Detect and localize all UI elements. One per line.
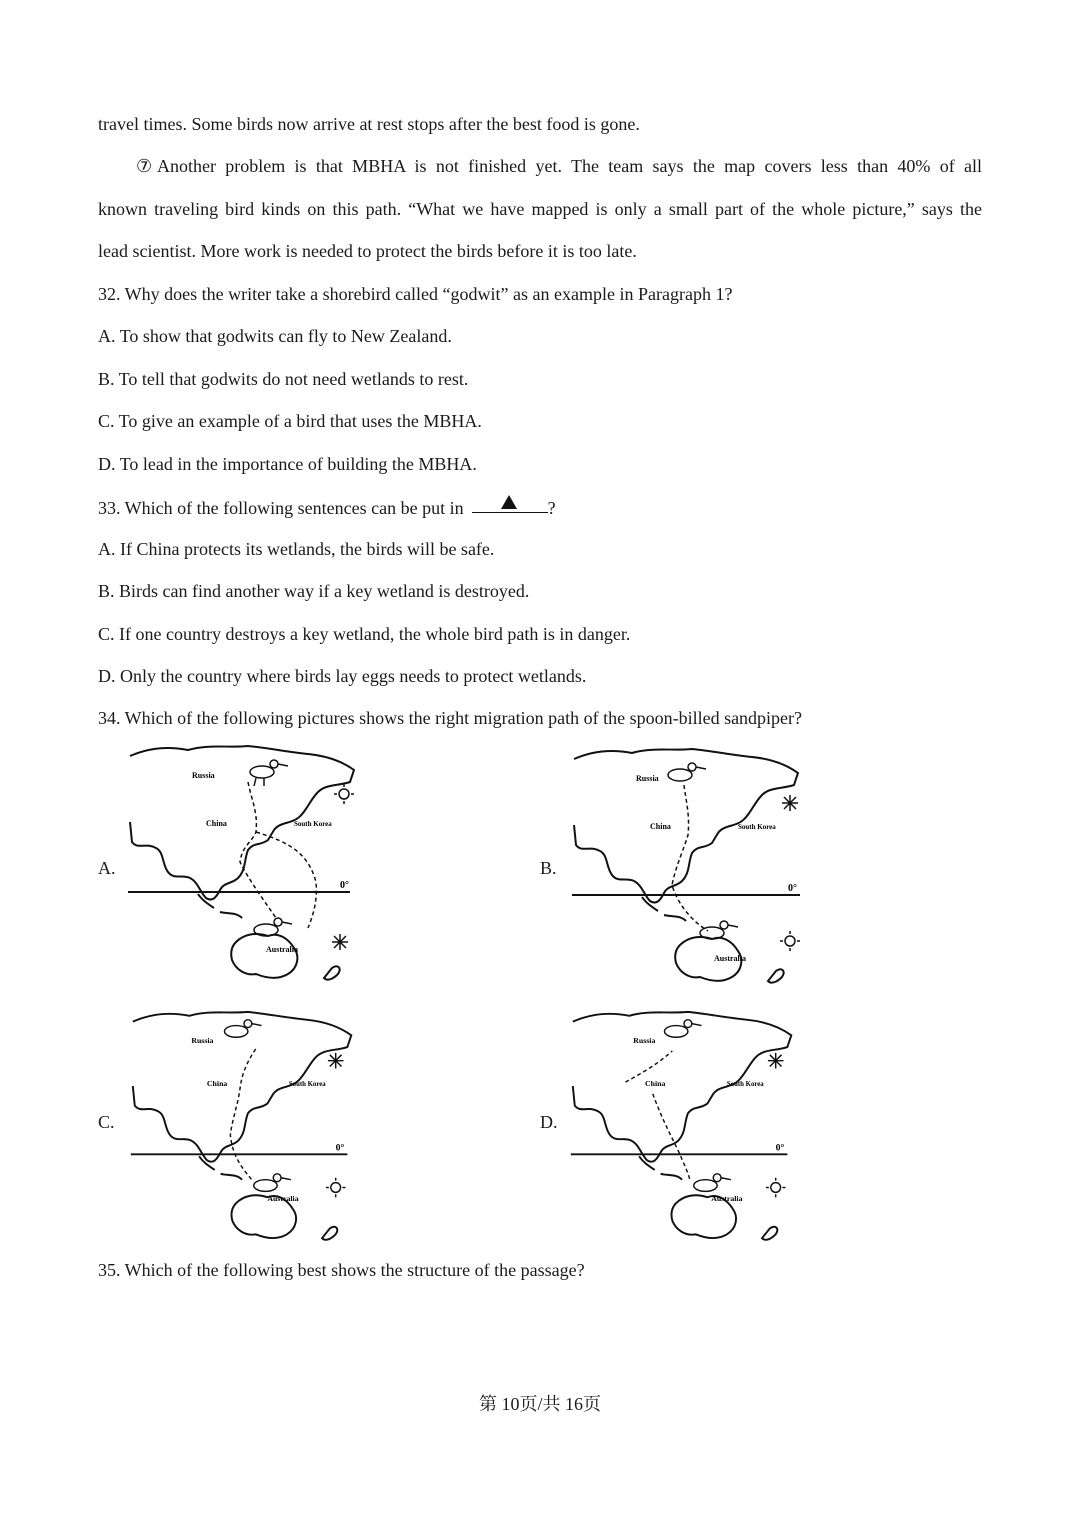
snowflake-icon	[332, 934, 348, 950]
migration-map-d[interactable]	[568, 1008, 800, 1246]
picture-label-a: A.	[98, 858, 116, 878]
sun-icon	[334, 784, 354, 804]
question-33-option-c: C. If one country destroys a key wetland, the whole bird path is in danger.	[98, 624, 631, 644]
sun-icon	[780, 931, 800, 951]
migration-map-b[interactable]	[570, 745, 806, 989]
sun-icon	[326, 1178, 346, 1198]
south-korea-label: South Korea	[294, 820, 332, 828]
bird-icon	[224, 1020, 261, 1038]
picture-label-c: C.	[98, 1112, 115, 1132]
page-number-footer: 第 10页/共 16页	[478, 1394, 601, 1414]
paragraph-7-line-2: known traveling bird kinds on this path. “What we have mapped is only a small part of the whole picture,” says the	[98, 199, 982, 219]
answer-blank	[472, 494, 548, 513]
australia-label: Australia	[267, 1194, 299, 1204]
question-34-stem: 34. Which of the following pictures shows the right migration path of the spoon-billed sandpiper?	[98, 708, 803, 728]
migration-route	[625, 1051, 689, 1180]
australia-label: Australia	[266, 945, 298, 954]
south-korea-label: South Korea	[726, 1081, 764, 1089]
migration-route	[230, 1049, 255, 1180]
question-32-option-a: A. To show that godwits can fly to New Zealand.	[98, 326, 452, 346]
question-33-stem-end: ?	[547, 498, 556, 518]
south-korea-label: South Korea	[288, 1081, 326, 1089]
equator-label: 0°	[340, 880, 349, 891]
bird-icon	[668, 763, 706, 781]
bird-icon	[254, 1174, 291, 1192]
bird-icon	[694, 1174, 731, 1192]
equator-label: 0°	[788, 883, 797, 894]
china-label: China	[206, 1079, 228, 1089]
snowflake-icon	[328, 1053, 344, 1069]
question-33-option-d: D. Only the country where birds lay eggs needs to protect wetlands.	[98, 666, 587, 686]
russia-label: Russia	[633, 1036, 656, 1046]
snowflake-icon	[768, 1053, 784, 1069]
china-label: China	[644, 1079, 666, 1089]
question-32-option-c: C. To give an example of a bird that uses the MBHA.	[98, 411, 482, 431]
south-korea-label: South Korea	[738, 823, 776, 831]
russia-label: Russia	[191, 1036, 214, 1046]
australia-label: Australia	[714, 954, 746, 963]
paragraph-7-line-3: lead scientist. More work is needed to protect the birds before it is too late.	[98, 241, 637, 261]
question-33-stem	[98, 495, 556, 519]
question-33-option-a: A. If China protects its wetlands, the birds will be safe.	[98, 539, 495, 559]
russia-label: Russia	[636, 774, 659, 783]
passage-line: travel times. Some birds now arrive at rest stops after the best food is gone.	[98, 114, 640, 134]
picture-label-b: B.	[540, 858, 557, 878]
china-label: China	[650, 822, 671, 831]
migration-route	[240, 782, 316, 928]
question-33-stem-text: 33. Which of the following sentences can be put in	[98, 498, 464, 518]
sun-icon	[766, 1178, 786, 1198]
question-35-stem: 35. Which of the following best shows the structure of the passage?	[98, 1260, 585, 1280]
question-32-stem: 32. Why does the writer take a shorebird called “godwit” as an example in Paragraph 1?	[98, 284, 733, 304]
migration-map-c[interactable]	[128, 1008, 360, 1246]
bird-icon	[664, 1020, 701, 1038]
question-32-option-d: D. To lead in the importance of building the MBHA.	[98, 454, 477, 474]
bird-icon	[700, 921, 738, 939]
bird-icon	[250, 760, 288, 786]
equator-label: 0°	[775, 1142, 785, 1154]
australia-label: Australia	[711, 1194, 743, 1204]
picture-label-d: D.	[540, 1112, 558, 1132]
question-32-option-b: B. To tell that godwits do not need wetlands to rest.	[98, 369, 469, 389]
snowflake-icon	[782, 795, 798, 811]
china-label: China	[206, 819, 227, 828]
equator-label: 0°	[335, 1142, 345, 1154]
russia-label: Russia	[192, 771, 215, 780]
triangle-marker-icon	[501, 495, 517, 509]
paragraph-7-line-1: ⑦Another problem is that MBHA is not finished yet. The team says the map covers less than 40% of all	[136, 156, 982, 176]
migration-map-a[interactable]	[128, 742, 360, 986]
question-33-option-b: B. Birds can find another way if a key wetland is destroyed.	[98, 581, 530, 601]
